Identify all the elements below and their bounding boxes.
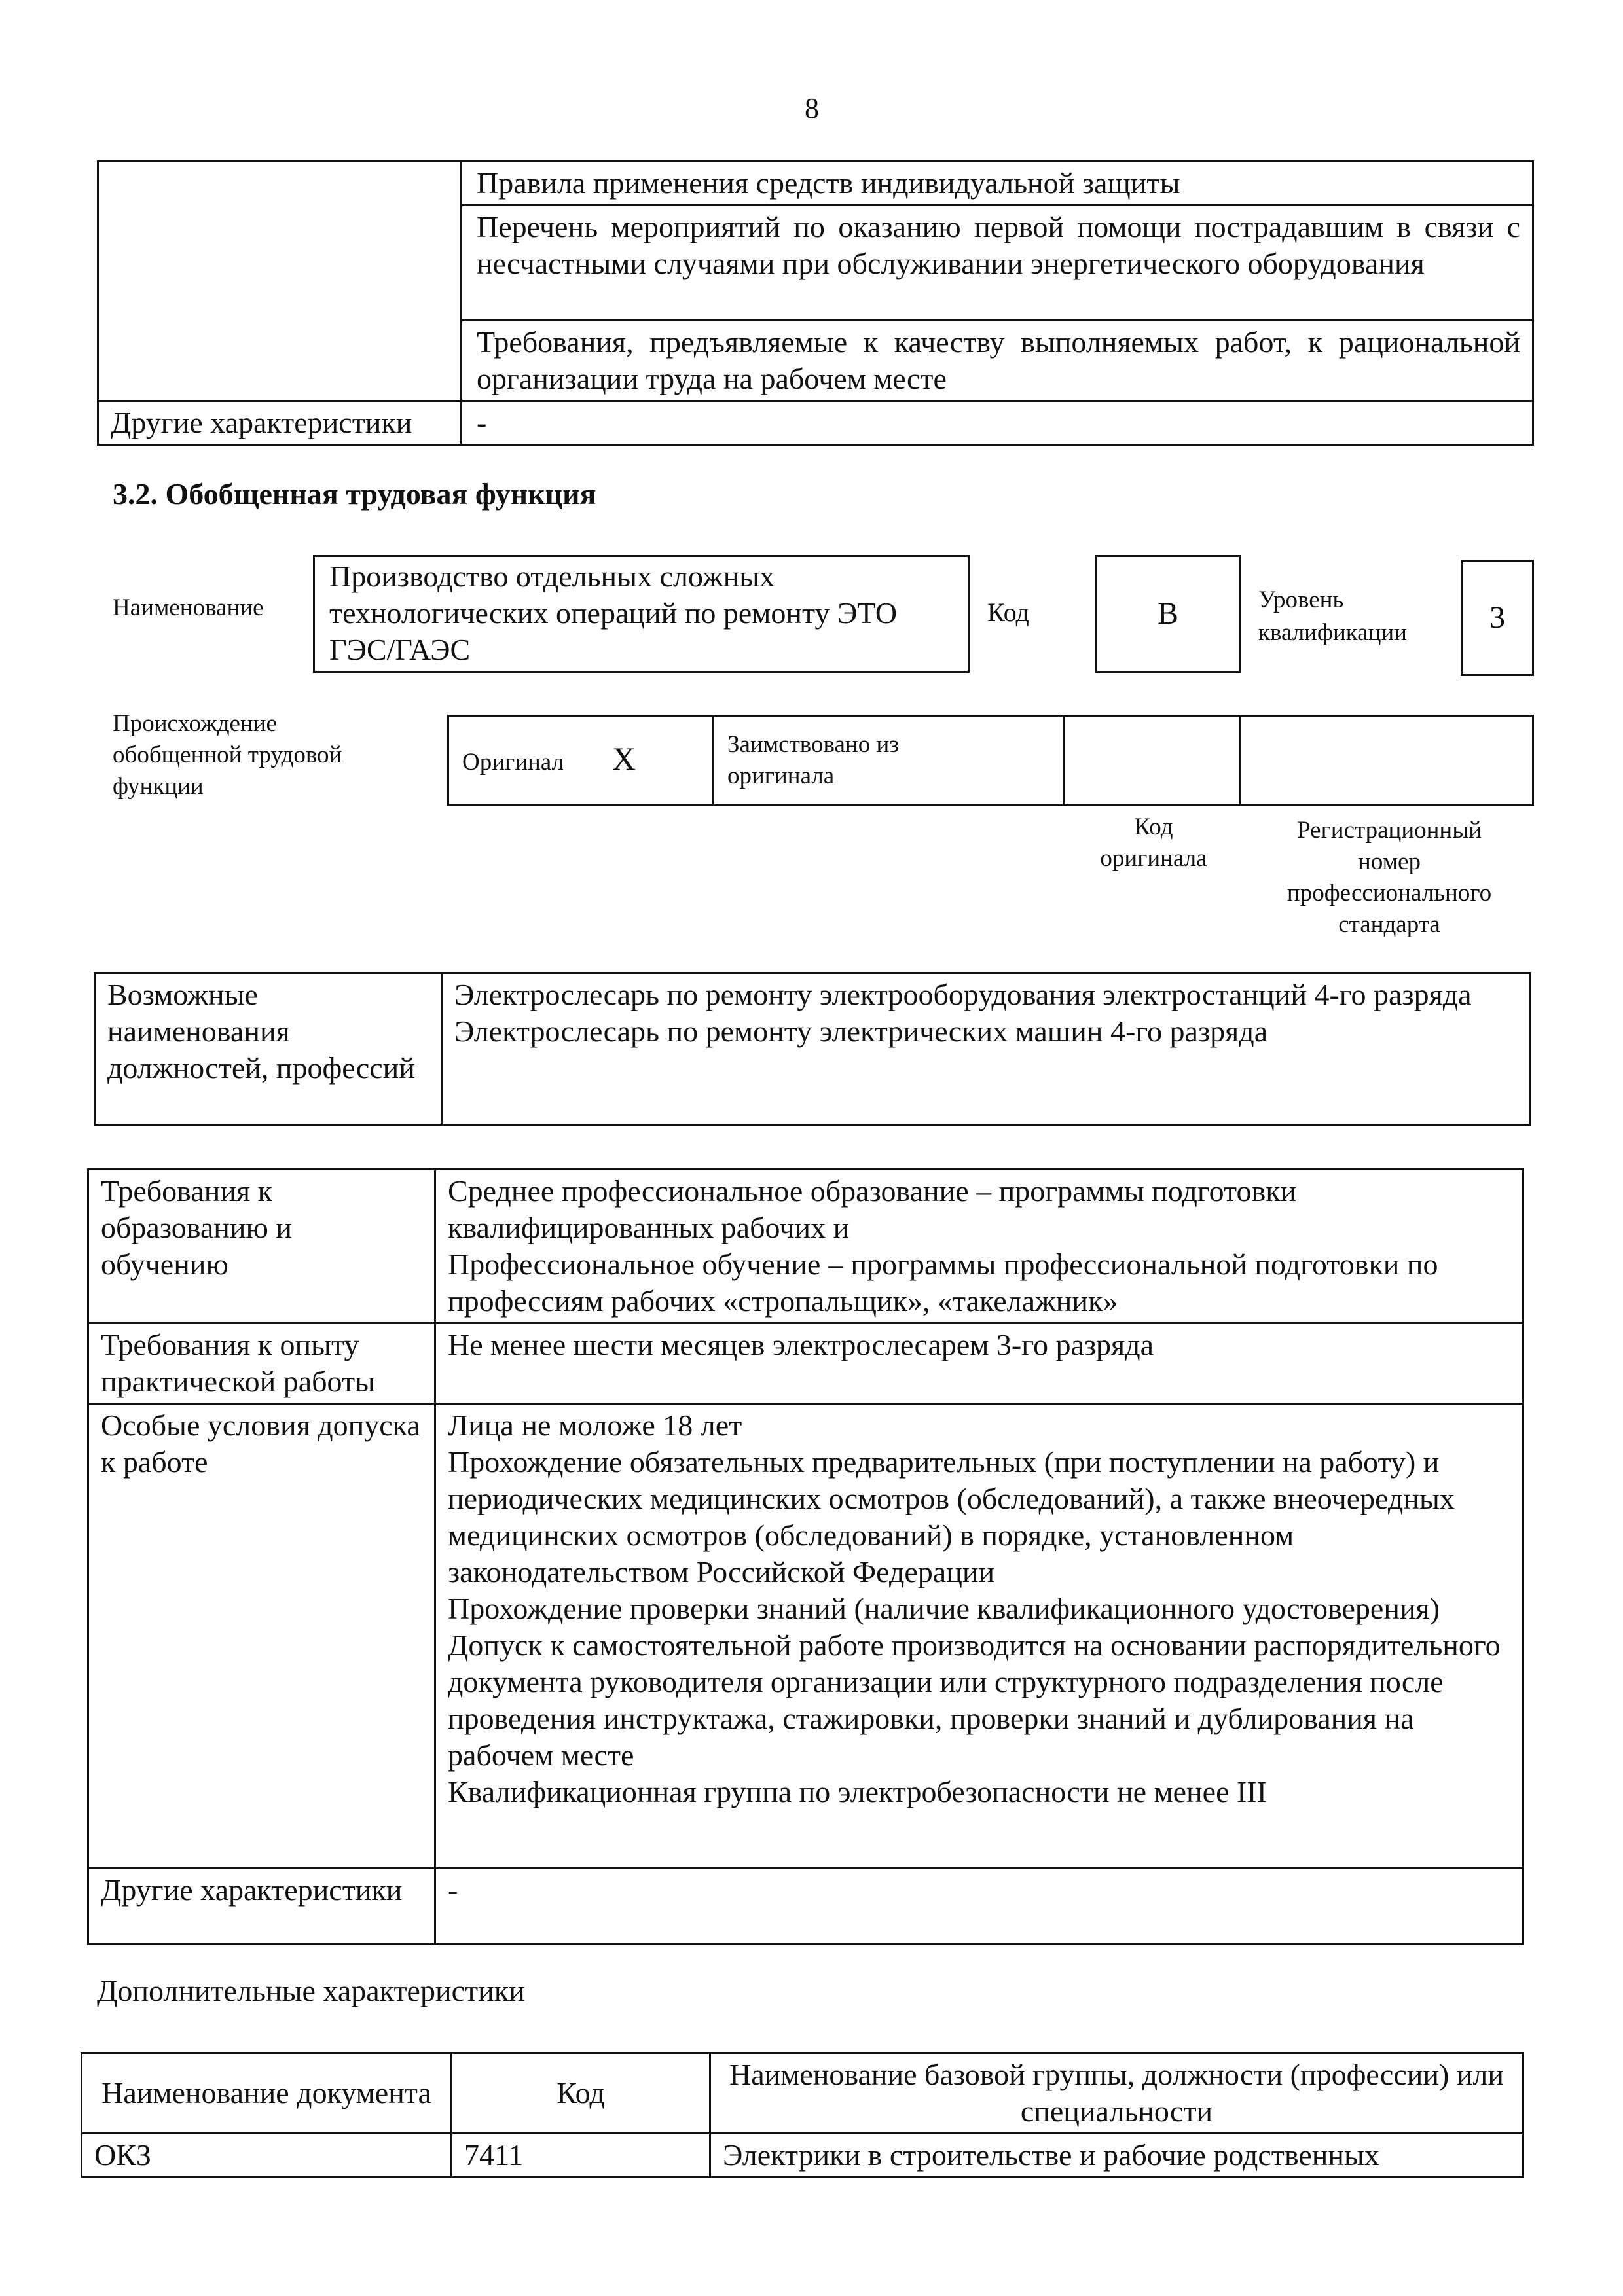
other-characteristics-label: Другие характеристики xyxy=(98,401,462,445)
function-name: Производство отдельных сложных технологических операций по ремонту ЭТО ГЭС/ГАЭС xyxy=(313,555,970,673)
borrowed-line: оригинала xyxy=(727,762,835,789)
empty-cell xyxy=(98,162,462,401)
additional-title: Дополнительные характеристики xyxy=(97,1974,525,2007)
education-value xyxy=(435,1170,1523,1323)
registration-number-cell xyxy=(1241,716,1533,806)
section-title: 3.2. Обобщенная трудовая функция xyxy=(113,477,596,511)
caption-line: номер xyxy=(1358,848,1421,875)
qualification-level-label xyxy=(1258,584,1407,649)
page-number: 8 xyxy=(805,92,819,124)
original-mark: X xyxy=(612,740,636,777)
origin-label-line: обобщенной трудовой xyxy=(113,742,342,768)
name-label: Наименование xyxy=(113,594,264,621)
borrowed-line: Заимствовано из xyxy=(727,731,899,758)
original-label: Оригинал xyxy=(462,749,564,776)
origin-table xyxy=(447,715,1534,806)
conditions-value xyxy=(435,1404,1523,1869)
caption-line: профессионального xyxy=(1286,880,1492,906)
requirements-table xyxy=(87,1168,1524,1945)
code-label: Код xyxy=(987,598,1029,627)
knowledge-item: Перечень мероприятий по оказанию первой помощи пострадавшим в связи с несчастными случаями при обслуживании энергетического оборудования xyxy=(462,206,1533,321)
origin-label xyxy=(113,708,342,802)
borrowed-cell xyxy=(714,716,1064,806)
other-characteristics-value: - xyxy=(462,401,1533,445)
positions-value xyxy=(442,973,1530,1125)
knowledge-table xyxy=(97,160,1534,446)
registration-number-caption xyxy=(1258,815,1520,941)
cell-name: Электрики в строительстве и рабочие родственных xyxy=(710,2134,1523,2178)
function-code: B xyxy=(1095,555,1241,673)
condition-item: Квалификационная группа по электробезопасности не менее III xyxy=(448,1775,1267,1808)
knowledge-item: Требования, предъявляемые к качеству выполняемых работ, к рациональной организации труда на рабочем месте xyxy=(462,321,1533,401)
education-item: Среднее профессиональное образование – программы подготовки квалифицированных рабочих и xyxy=(448,1174,1297,1244)
experience-value: Не менее шести месяцев электрослесарем 3-го разряда xyxy=(435,1323,1523,1404)
education-label: Требования к образованию и обучению xyxy=(88,1170,435,1323)
knowledge-item: Правила применения средств индивидуальной защиты xyxy=(462,162,1533,206)
origin-label-line: функции xyxy=(113,773,204,800)
column-header-code: Код xyxy=(452,2053,710,2134)
original-code-cell xyxy=(1064,716,1241,806)
caption-line: Код xyxy=(1134,814,1173,840)
level-label-line: квалификации xyxy=(1258,619,1407,646)
condition-item: Допуск к самостоятельной работе производится на основании распорядительного документа руководителя организации или структурного подразделения после проведения инструктажа, стажировки, проверки знаний и дублирования на рабочем месте xyxy=(448,1628,1501,1772)
position-item: Электрослесарь по ремонту электрооборудования электростанций 4-го разряда xyxy=(454,978,1472,1011)
caption-line: Регистрационный xyxy=(1297,817,1482,844)
position-item: Электрослесарь по ремонту электрических машин 4-го разряда xyxy=(454,1014,1268,1048)
education-item: Профессиональное обучение – программы профессиональной подготовки по профессиям рабочих «стропальщик», «такелажник» xyxy=(448,1247,1438,1318)
level-label-line: Уровень xyxy=(1258,586,1344,613)
cell-code: 7411 xyxy=(452,2134,710,2178)
positions-label: Возможные наименования должностей, профессий xyxy=(95,973,442,1125)
condition-item: Прохождение проверки знаний (наличие квалификационного удостоверения) xyxy=(448,1592,1440,1625)
condition-item: Прохождение обязательных предварительных (при поступлении на работу) и периодических медицинских осмотров (обследований), а также внеочередных медицинских осмотров (обследований) в порядке, установленном законодательством Российской Федерации xyxy=(448,1445,1455,1588)
cell-document: ОКЗ xyxy=(82,2134,452,2178)
experience-label: Требования к опыту практической работы xyxy=(88,1323,435,1404)
caption-line: стандарта xyxy=(1338,911,1440,938)
caption-line: оригинала xyxy=(1100,845,1207,872)
column-header-name: Наименование базовой группы, должности (профессии) или специальности xyxy=(710,2053,1523,2134)
original-cell xyxy=(448,716,714,806)
origin-label-line: Происхождение xyxy=(113,710,277,737)
other-characteristics-value: - xyxy=(435,1869,1523,1945)
code-original-caption xyxy=(1055,812,1252,874)
column-header-document: Наименование документа xyxy=(82,2053,452,2134)
other-characteristics-label: Другие характеристики xyxy=(88,1869,435,1945)
conditions-label: Особые условия допуска к работе xyxy=(88,1404,435,1869)
qualification-level: 3 xyxy=(1461,560,1534,676)
condition-item: Лица не моложе 18 лет xyxy=(448,1408,742,1442)
positions-table xyxy=(94,972,1531,1126)
additional-table xyxy=(81,2052,1524,2178)
